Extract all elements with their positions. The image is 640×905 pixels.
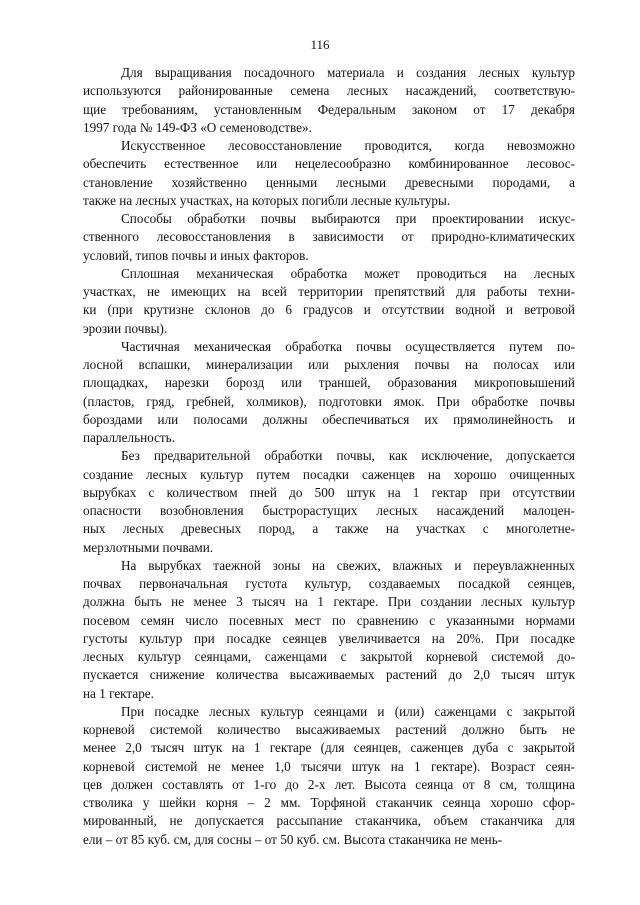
text-line: стволика у шейки корня – 2 мм. Торфяной стаканчик сеянца хорошо сфор- — [83, 795, 575, 810]
text-line: используются районированные семена лесных насаждений, соответствую- — [83, 83, 575, 99]
text-line: площадках, нарезки борозд или траншей, образования микроповышений — [83, 375, 575, 391]
text-line: лосной вспашки, минерализации или рыхления почвы на полосах или — [83, 357, 575, 372]
text-line: ели – от 85 куб. см, для сосны – от 50 куб. см. Высота стаканчика не мень- — [83, 831, 503, 847]
text-line: создание лесных культур путем посадки саженцев на хорошо очищенных — [83, 466, 575, 482]
text-line: менее 2,0 тысяч штук на 1 гектаре (для сеянцев, саженцев дуба с закрытой — [83, 740, 575, 756]
text-line: лесных культур сеянцами, саженцами с закрытой корневой системой до- — [83, 649, 575, 664]
text-line: на 1 гектаре. — [83, 685, 154, 701]
text-line: корневой системой количество высаживаемых растений должно быть не — [83, 722, 575, 737]
text-line: Искусственное лесовосстановление проводится, когда невозможно — [121, 138, 575, 153]
text-line: корневой системой не менее 1,0 тысячи штук на 1 гектаре). Возраст сеян- — [83, 758, 575, 774]
text-line: опасности возобновления быстрорастущих лесных насаждений малоцен- — [83, 503, 575, 518]
paragraph — [83, 447, 575, 557]
page-number: 116 — [310, 37, 330, 52]
document-body — [83, 64, 575, 849]
text-line: также на лесных участках, на которых погибли лесные культуры. — [83, 192, 451, 208]
text-line: Способы обработки почвы выбираются при проектировании искус- — [121, 211, 575, 226]
text-line: ки (при крутизне склонов до 6 градусов и отсутствии водной и ветровой — [83, 302, 575, 318]
paragraph — [83, 64, 575, 137]
text-line: На вырубках таежной зоны на свежих, влажных и переувлажненных — [121, 557, 575, 573]
text-line: Без предварительной обработки почвы, как исключение, допускается — [121, 448, 575, 464]
text-line: ных лесных древесных пород, а также на участках с многолетне- — [83, 521, 575, 537]
text-line: мированный, не допускается рассыпание стаканчика, объем стаканчика для — [83, 813, 575, 829]
text-line: 1997 года № 149-ФЗ «О семеноводстве». — [83, 119, 312, 135]
text-line: вырубках с количеством пней до 500 штук на 1 гектар при отсутствии — [83, 484, 575, 500]
text-line: (пластов, гряд, гребней, холмиков), подготовки ямок. При обработке почвы — [83, 393, 575, 409]
text-line: цев должен составлять от 1-го до 2-х лет. Высота сеянца от 8 см, толщина — [83, 776, 575, 792]
text-line: мерзлотными почвами. — [83, 539, 214, 555]
text-line: Частичная механическая обработка почвы осуществляется путем по- — [121, 338, 575, 354]
paragraph — [83, 137, 575, 210]
text-line: параллельность. — [83, 430, 175, 445]
text-line: должна быть не менее 3 тысяч на 1 гектаре. При создании лесных культур — [83, 594, 575, 610]
text-line: участках, не имеющих на всей территории препятствий для работы техни- — [83, 284, 575, 299]
text-line: пускается снижение количества высаживаемых растений до 2,0 тысяч штук — [83, 667, 575, 683]
text-line: обеспечить естественное или нецелесообразно комбинированное лесовос- — [83, 156, 575, 172]
text-line: посевом семян число посевных мест по сравнению с указанными нормами — [83, 612, 575, 628]
text-line: бороздами или полосами должны обеспечиваться их прямолинейность и — [83, 411, 575, 427]
text-line: ственного лесовосстановления в зависимости от природно-климатических — [83, 229, 575, 245]
text-line: становление хозяйственно ценными лесными древесными породами, а — [83, 174, 575, 190]
text-line: почвах первоначальная густота культур, создаваемых посадкой сеянцев, — [83, 576, 575, 591]
text-line: При посадке лесных культур сеянцами и (или) саженцами с закрытой — [121, 703, 575, 719]
paragraph — [83, 703, 575, 849]
text-line: щие требованиям, установленным Федеральным законом от 17 декабря — [83, 101, 575, 117]
text-line: густоты культур при посадке сеянцев увеличивается на 20%. При посадке — [83, 630, 575, 646]
text-line: эрозии почвы). — [83, 320, 168, 336]
text-line: Сплошная механическая обработка может проводиться на лесных — [121, 265, 575, 281]
paragraph — [83, 557, 575, 703]
text-line: Для выращивания посадочного материала и создания лесных культур — [121, 65, 575, 80]
paragraph — [83, 265, 575, 338]
paragraph — [83, 210, 575, 265]
paragraph — [83, 338, 575, 448]
text-line: условий, типов почвы и иных факторов. — [83, 247, 309, 263]
